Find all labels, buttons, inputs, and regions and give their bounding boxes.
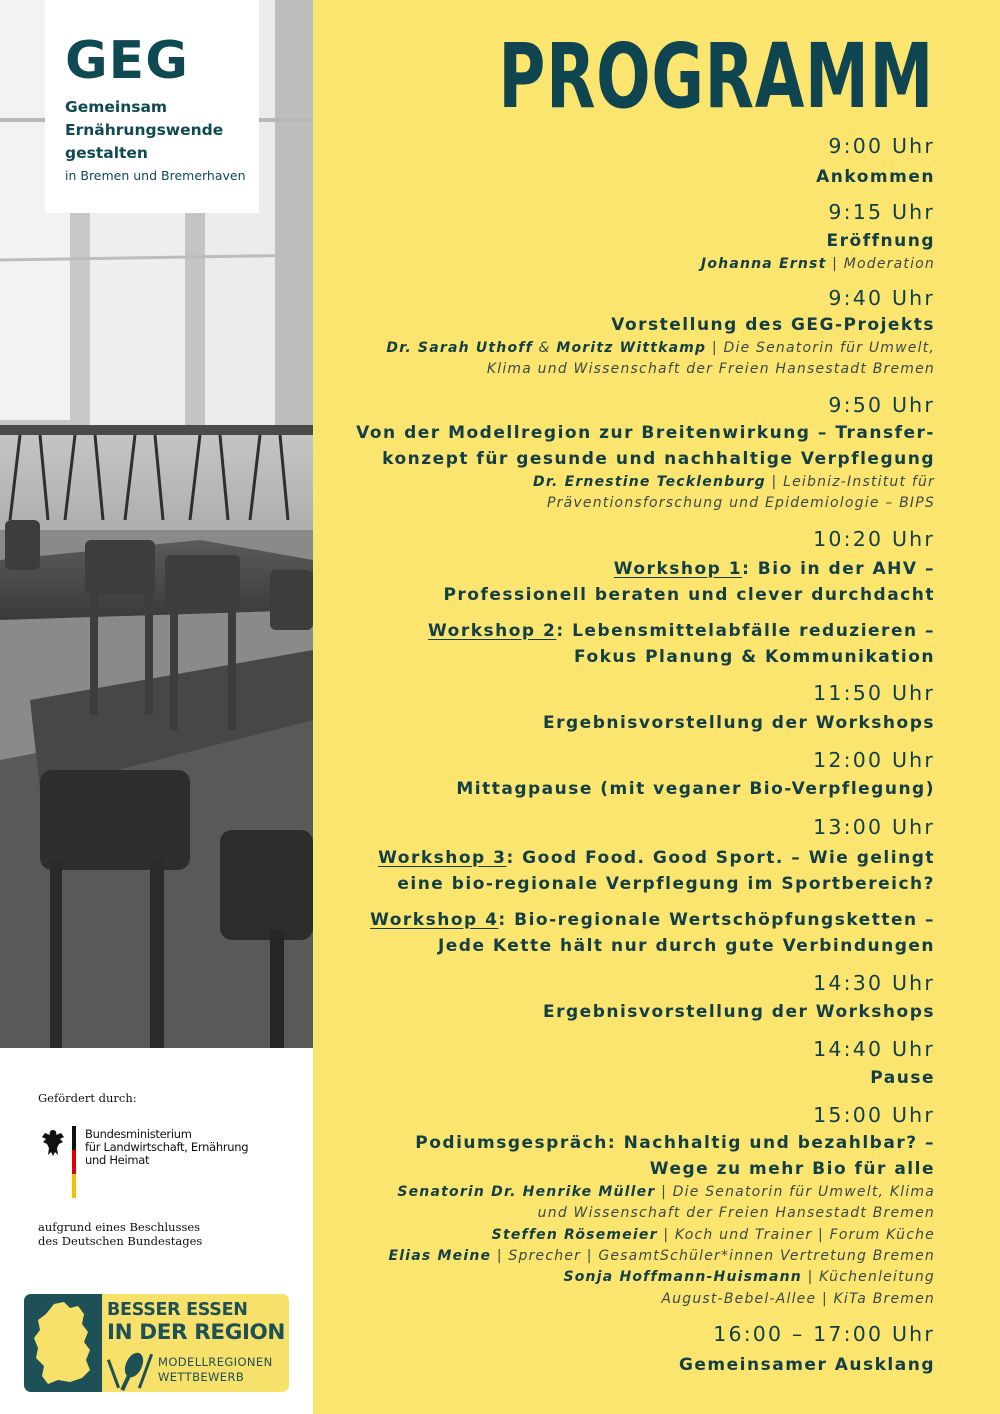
geg-logo-line1: Gemeinsam xyxy=(65,98,168,116)
workshop-1-title: : Bio in der AHV – xyxy=(742,559,935,579)
item-modellregion-line2: konzept für gesunde und nachhaltige Verpflegung xyxy=(382,449,935,469)
time-1150: 11:50 Uhr xyxy=(813,681,935,705)
time-1500: 15:00 Uhr xyxy=(813,1103,935,1127)
speaker-eroeffnung xyxy=(701,256,935,272)
time-0900: 9:00 Uhr xyxy=(828,134,935,158)
besser-essen-logo xyxy=(24,1294,289,1392)
panelist-name: Steffen Rösemeier xyxy=(491,1227,658,1243)
workshop-3-label: Workshop 3 xyxy=(378,848,507,868)
speaker-role: | Die Senatorin für Umwelt, xyxy=(706,340,935,356)
item-podium-line2: Wege zu mehr Bio für alle xyxy=(649,1159,935,1179)
speaker-name: Dr. Ernestine Tecklenburg xyxy=(533,474,766,490)
geg-logo-name xyxy=(65,96,223,165)
time-0940: 9:40 Uhr xyxy=(828,286,935,310)
geg-logo-tagline: in Bremen und Bremerhaven xyxy=(65,168,246,183)
item-pause: Pause xyxy=(870,1068,935,1088)
workshop-1-line2: Professionell beraten und clever durchdacht xyxy=(443,585,935,605)
besser-logo-line1: BESSER ESSEN xyxy=(107,1300,248,1320)
time-1020: 10:20 Uhr xyxy=(813,527,935,551)
workshop-4 xyxy=(370,910,935,930)
panelist-role: | Sprecher | GesamtSchüler*innen Vertretung Bremen xyxy=(491,1248,935,1264)
speaker-modellregion-role: Präventionsforschung und Epidemiologie – BIPS xyxy=(547,495,935,511)
item-vorstellung: Vorstellung des GEG-Projekts xyxy=(611,315,935,335)
panelist-2 xyxy=(492,1227,935,1243)
workshop-3-line2: eine bio-regionale Verpflegung im Sportbereich? xyxy=(397,874,935,894)
workshop-4-line2: Jede Kette hält nur durch gute Verbindungen xyxy=(437,936,935,956)
workshop-3 xyxy=(378,848,935,868)
item-ergebnis-1: Ergebnisvorstellung der Workshops xyxy=(543,713,935,733)
besser-logo-subtitle xyxy=(158,1355,273,1385)
german-flag-bar xyxy=(72,1126,76,1198)
item-ausklang: Gemeinsamer Ausklang xyxy=(678,1355,935,1375)
panelist-role: | Küchenleitung xyxy=(801,1269,935,1285)
panelist-1-role: und Wissenschaft der Freien Hansestadt Bremen xyxy=(537,1205,935,1221)
germany-map-icon xyxy=(24,1294,102,1392)
geg-logo-abbr: GEG xyxy=(65,31,189,91)
panelist-4-role: August-Bebel-Allee | KiTa Bremen xyxy=(661,1291,935,1307)
program-panel xyxy=(313,0,1000,1414)
time-1200: 12:00 Uhr xyxy=(813,748,935,772)
ministry-line3: und Heimat xyxy=(85,1153,150,1167)
time-1430: 14:30 Uhr xyxy=(813,971,935,995)
workshop-4-label: Workshop 4 xyxy=(370,910,499,930)
geg-logo-line3: gestalten xyxy=(65,144,148,162)
workshop-4-title: : Bio-regionale Wertschöpfungsketten – xyxy=(498,910,935,930)
time-0915: 9:15 Uhr xyxy=(828,200,935,224)
speaker-role: | Moderation xyxy=(826,256,935,272)
item-eroeffnung: Eröffnung xyxy=(826,231,935,251)
item-mittagpause: Mittagpause (mit veganer Bio-Verpflegung) xyxy=(456,779,935,799)
besser-logo-line4: WETTBEWERB xyxy=(158,1370,245,1384)
workshop-2-line2: Fokus Planung & Kommunikation xyxy=(574,647,935,667)
sponsor-section xyxy=(0,1048,313,1414)
decision-line1: aufgrund eines Beschlusses xyxy=(38,1220,201,1234)
item-modellregion-line1: Von der Modellregion zur Breitenwirkung – Transfer- xyxy=(356,423,935,443)
item-ankommen: Ankommen xyxy=(816,167,935,187)
speaker-and: & xyxy=(532,340,557,356)
workshop-2 xyxy=(428,621,935,641)
decision-line2: des Deutschen Bundestages xyxy=(38,1234,203,1248)
time-0950: 9:50 Uhr xyxy=(828,393,935,417)
left-column xyxy=(0,0,313,1414)
federal-eagle-icon xyxy=(40,1128,66,1158)
panelist-name: Elias Meine xyxy=(388,1248,492,1264)
item-ergebnis-2: Ergebnisvorstellung der Workshops xyxy=(543,1002,935,1022)
speaker-name: Dr. Sarah Uthoff xyxy=(386,340,533,356)
geg-logo xyxy=(45,0,259,213)
panelist-role: | Die Senatorin für Umwelt, Klima xyxy=(655,1184,935,1200)
besser-logo-line3: MODELLREGIONEN xyxy=(158,1355,273,1369)
workshop-1 xyxy=(614,559,935,579)
ministry-line2: für Landwirtschaft, Ernährung xyxy=(85,1140,249,1154)
ministry-name xyxy=(85,1128,248,1167)
workshop-2-label: Workshop 2 xyxy=(428,621,557,641)
geg-logo-line2: Ernährungswende xyxy=(65,121,224,139)
speaker-vorstellung-role: Klima und Wissenschaft der Freien Hansestadt Bremen xyxy=(486,361,935,377)
panelist-name: Sonja Hoffmann-Huismann xyxy=(563,1269,802,1285)
page-title: PROGRAMM xyxy=(498,24,934,128)
speaker-name: Moritz Wittkamp xyxy=(556,340,707,356)
speaker-modellregion xyxy=(533,474,935,490)
panelist-3 xyxy=(389,1248,936,1264)
item-podium-line1: Podiumsgespräch: Nachhaltig und bezahlbar? – xyxy=(415,1133,935,1153)
panelist-role: | Koch und Trainer | Forum Küche xyxy=(657,1227,935,1243)
cutlery-icon xyxy=(104,1349,159,1391)
workshop-3-title: : Good Food. Good Sport. – Wie gelingt xyxy=(506,848,935,868)
speaker-vorstellung xyxy=(386,340,935,356)
workshop-1-label: Workshop 1 xyxy=(613,559,743,579)
panelist-1 xyxy=(397,1184,935,1200)
panelist-name: Senatorin Dr. Henrike Müller xyxy=(397,1184,656,1200)
time-1600: 16:00 – 17:00 Uhr xyxy=(713,1322,935,1346)
bundestag-decision-note xyxy=(38,1220,202,1248)
time-1440: 14:40 Uhr xyxy=(813,1037,935,1061)
besser-logo-map-panel xyxy=(24,1294,102,1392)
besser-logo-line2: IN DER REGION xyxy=(107,1320,286,1345)
panelist-4 xyxy=(563,1269,935,1285)
workshop-2-title: : Lebensmittelabfälle reduzieren – xyxy=(556,621,935,641)
ministry-line1: Bundesministerium xyxy=(85,1127,192,1141)
funded-by-label: Gefördert durch: xyxy=(38,1091,137,1105)
speaker-name: Johanna Ernst xyxy=(700,256,827,272)
time-1300: 13:00 Uhr xyxy=(813,815,935,839)
speaker-role: | Leibniz-Institut für xyxy=(765,474,935,490)
